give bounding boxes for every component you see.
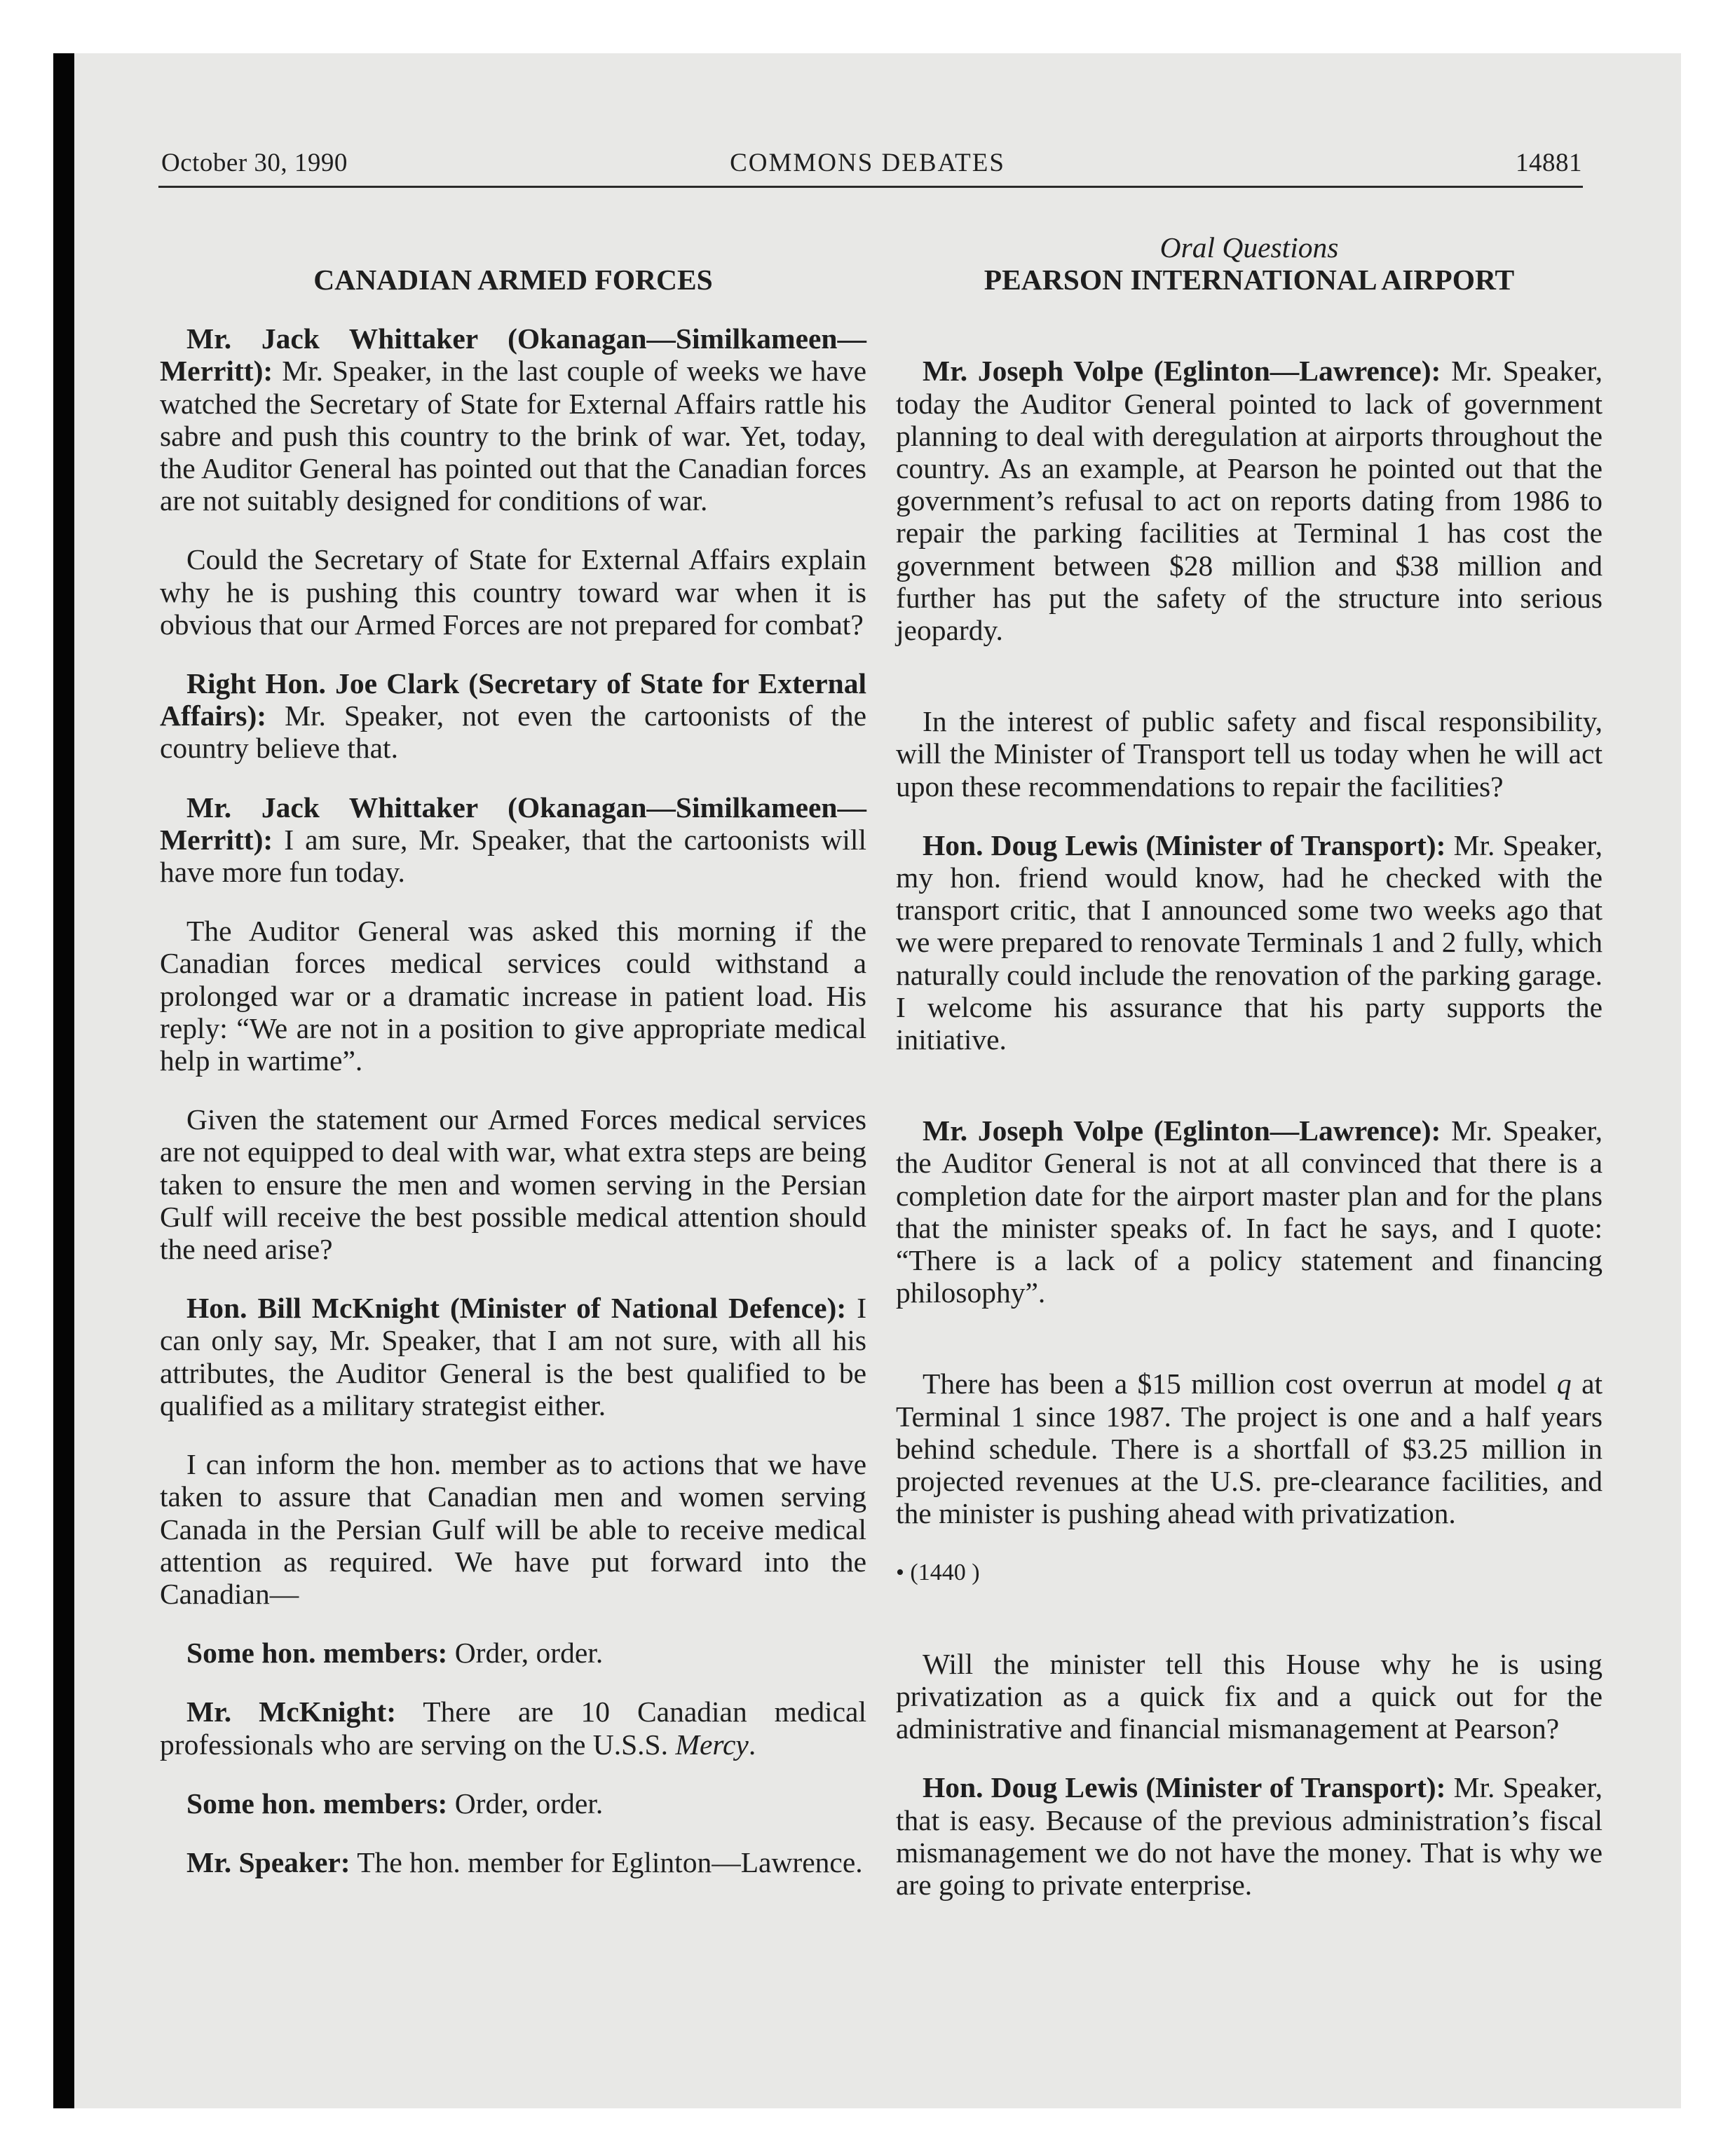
right-column — [896, 231, 1603, 1901]
paragraph — [160, 1846, 866, 1878]
speech-text: The hon. member for Eglinton—Lawrence. — [357, 1845, 863, 1878]
speech-text: at Terminal 1 since 1987. The project is one and a half years behind schedule. There is a shortfall of $3.25 million in projected revenues at the U.S. pre-clearance facilities, and the minister is pushing ahead with privatization. — [896, 1367, 1603, 1530]
speech-text: There are 10 Canadian medical professionals who are serving on the U.S.S. — [160, 1696, 866, 1761]
speaker-name: Some hon. members: — [186, 1637, 448, 1670]
section-rubric: Oral Questions — [1159, 231, 1339, 264]
speech-text: Order, order. — [454, 1637, 604, 1670]
speech-text: Mr. Speaker, today the Auditor General pointed to lack of government planning to deal with deregulation at airports throughout the country. As an example, at Pearson he pointed out that the government’s refusal to act on reports dating from 1986 to repair the parking facilities at Terminal 1 has cost the government between $28 million and $38 million and further has put the safety of the structure into serious jeopardy. — [896, 355, 1603, 647]
paragraph — [160, 322, 866, 517]
speaker-name: Mr. Speaker: — [186, 1845, 351, 1878]
speech-text: I am sure, Mr. Speaker, that the cartoonists will have more fun today. — [160, 823, 866, 889]
section-heading: CANADIAN ARMED FORCES — [313, 264, 713, 296]
paragraph — [896, 355, 1603, 646]
speaker-name: Hon. Doug Lewis (Minister of Transport): — [923, 1771, 1446, 1804]
speech-text: Mr. Speaker, my hon. friend would know, had he checked with the transport critic, that I announced some two weeks ago that we were prepared to renovate Terminals 1 and 2 fully, which naturally could include the renovation of the parking garage. I welcome his assurance that his party supports the initiative. — [896, 828, 1603, 1056]
speaker-name: Mr. Joseph Volpe (Eglinton—Lawrence): — [923, 1114, 1441, 1147]
model-letter: q — [1556, 1367, 1572, 1400]
paragraph — [160, 667, 866, 765]
speaker-name: Mr. Jack Whittaker (Okanagan—Similkameen—Merritt): — [160, 322, 866, 388]
speaker-name: Mr. Joseph Volpe (Eglinton—Lawrence): — [923, 355, 1441, 388]
speech-text: Order, order. — [454, 1787, 604, 1820]
speaker-name: Hon. Bill McKnight (Minister of National Defence): — [186, 1292, 847, 1325]
paragraph: In the interest of public safety and fiscal responsibility, will the Minister of Transport tell us today when he will act upon these recommendations to repair the facilities? — [896, 705, 1603, 803]
paragraph: Given the statement our Armed Forces medical services are not equipped to deal with war, what extra steps are being taken to ensure the men and women serving in the Persian Gulf will receive the best possible medical attention should the need arise? — [160, 1103, 866, 1266]
paragraph — [160, 1787, 866, 1820]
speaker-name: Hon. Doug Lewis (Minister of Transport): — [923, 828, 1446, 861]
paragraph — [160, 791, 866, 889]
header-date: October 30, 1990 — [161, 149, 348, 177]
speaker-name: Mr. Jack Whittaker (Okanagan—Similkameen—Merritt): — [160, 791, 866, 856]
paragraph: Will the minister tell this House why he is using privatization as a quick fix and a quick out for the administrative and financial mismanagement at Pearson? — [896, 1647, 1603, 1745]
paragraph: The Auditor General was asked this morning if the Canadian forces medical services could withstand a prolonged war or a dramatic increase in patient load. His reply: “We are not in a position to give appropriate medical help in wartime”. — [160, 915, 866, 1077]
paragraph — [160, 1696, 866, 1760]
section-heading: PEARSON INTERNATIONAL AIRPORT — [984, 264, 1515, 296]
speech-text: There has been a $15 million cost overrun at model — [923, 1367, 1547, 1400]
binding-edge — [53, 53, 74, 2108]
speech-text: Mr. Speaker, that is easy. Because of the previous administration’s fiscal mismanagement we do not have the money. That is why we are going to private enterprise. — [896, 1771, 1603, 1901]
speaker-name: Mr. McKnight: — [186, 1696, 397, 1728]
left-column — [160, 231, 866, 1878]
paragraph — [896, 829, 1603, 1056]
paragraph: I can inform the hon. member as to actions that we have taken to assure that Canadian men and women serving Canada in the Persian Gulf will be able to receive medical attention as required. We have put forward into the Canadian— — [160, 1448, 866, 1610]
speech-text: Mr. Speaker, in the last couple of weeks we have watched the Secretary of State for External Affairs rattle his sabre and push this country to the brink of war. Yet, today, the Auditor General has pointed out that the Canadian forces are not suitably designed for conditions of war. — [160, 355, 866, 517]
speaker-name: Some hon. members: — [186, 1787, 448, 1820]
header-rule — [158, 186, 1583, 188]
paragraph — [896, 1771, 1603, 1901]
ship-name: Mercy — [675, 1728, 749, 1761]
header-title: COMMONS DEBATES — [730, 149, 1005, 177]
paragraph — [896, 1367, 1603, 1529]
paragraph — [896, 1114, 1603, 1309]
paragraph — [160, 1637, 866, 1669]
paragraph — [160, 1292, 866, 1421]
header-page-number: 14881 — [1516, 149, 1582, 177]
speech-text: I can only say, Mr. Speaker, that I am not sure, with all his attributes, the Auditor General is the best qualified to be qualified as a military strategist either. — [160, 1292, 867, 1421]
speaker-name: Right Hon. Joe Clark (Secretary of State for External Affairs): — [160, 667, 866, 732]
paragraph: Could the Secretary of State for External Affairs explain why he is pushing this country toward war when it is obvious that our Armed Forces are not prepared for combat? — [160, 543, 866, 641]
speech-text: Mr. Speaker, the Auditor General is not at all convinced that there is a completion date for the airport master plan and for the plans that the minister speaks of. In fact he says, and I quote: “There is a lack of a policy statement and financing philosophy”. — [896, 1114, 1603, 1309]
punctuation: . — [748, 1728, 756, 1761]
time-marker: • (1440 ) — [896, 1559, 980, 1585]
speech-text: Mr. Speaker, not even the cartoonists of the country believe that. — [160, 700, 866, 765]
